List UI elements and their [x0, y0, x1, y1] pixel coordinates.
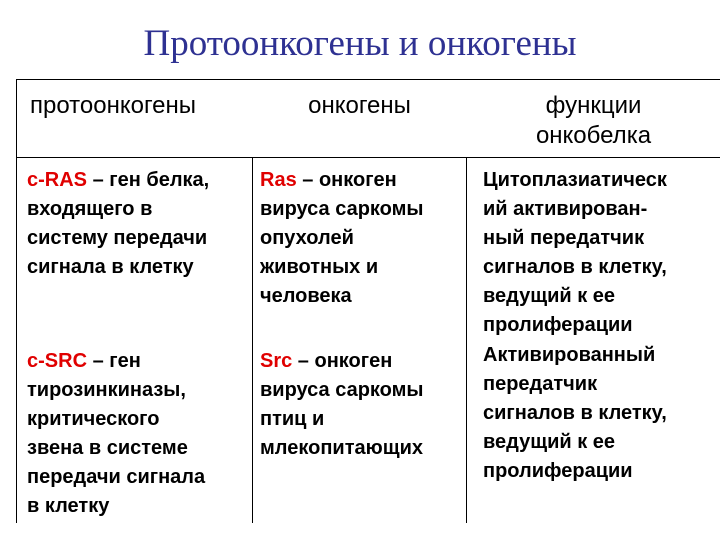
column-divider-2 — [466, 157, 467, 523]
gene-name: c-RAS — [27, 169, 88, 191]
oncogene-name: Ras — [260, 169, 297, 191]
row1-oncogene: Ras – онкоген вируса саркомы опухолей животных и человека — [260, 169, 424, 307]
table-top-border — [16, 79, 720, 80]
header-functions: функции онкобелка — [535, 92, 652, 149]
row1-protooncogene: c-RAS – ген белка, входящего в систему передачи сигнала в клетку — [27, 169, 210, 278]
header-protooncogenes: протоонкогены — [30, 92, 197, 119]
gene-name: c-SRC — [27, 350, 88, 372]
row2-oncogene: Src – онкоген вируса саркомы птиц и млекопитающих — [260, 350, 424, 459]
table-left-border — [16, 79, 17, 523]
header-divider — [16, 157, 720, 158]
row1-function: Цитоплазиатическ ий активирован- ный передатчик сигналов в клетку, ведущий к ее пролиферации — [483, 169, 667, 336]
column-divider-1 — [252, 157, 253, 523]
row2-function: Активированный передатчик сигналов в клетку, ведущий к ее пролиферации — [483, 344, 667, 482]
oncogene-table — [16, 79, 720, 523]
page-title: Протоонкогены и онкогены — [143, 23, 577, 64]
row2-protooncogene: c-SRC – ген тирозинкиназы, критического звена в системе передачи сигнала в клетку — [27, 350, 206, 517]
oncogene-name: Src — [260, 350, 293, 372]
header-oncogenes: онкогены — [308, 92, 411, 119]
